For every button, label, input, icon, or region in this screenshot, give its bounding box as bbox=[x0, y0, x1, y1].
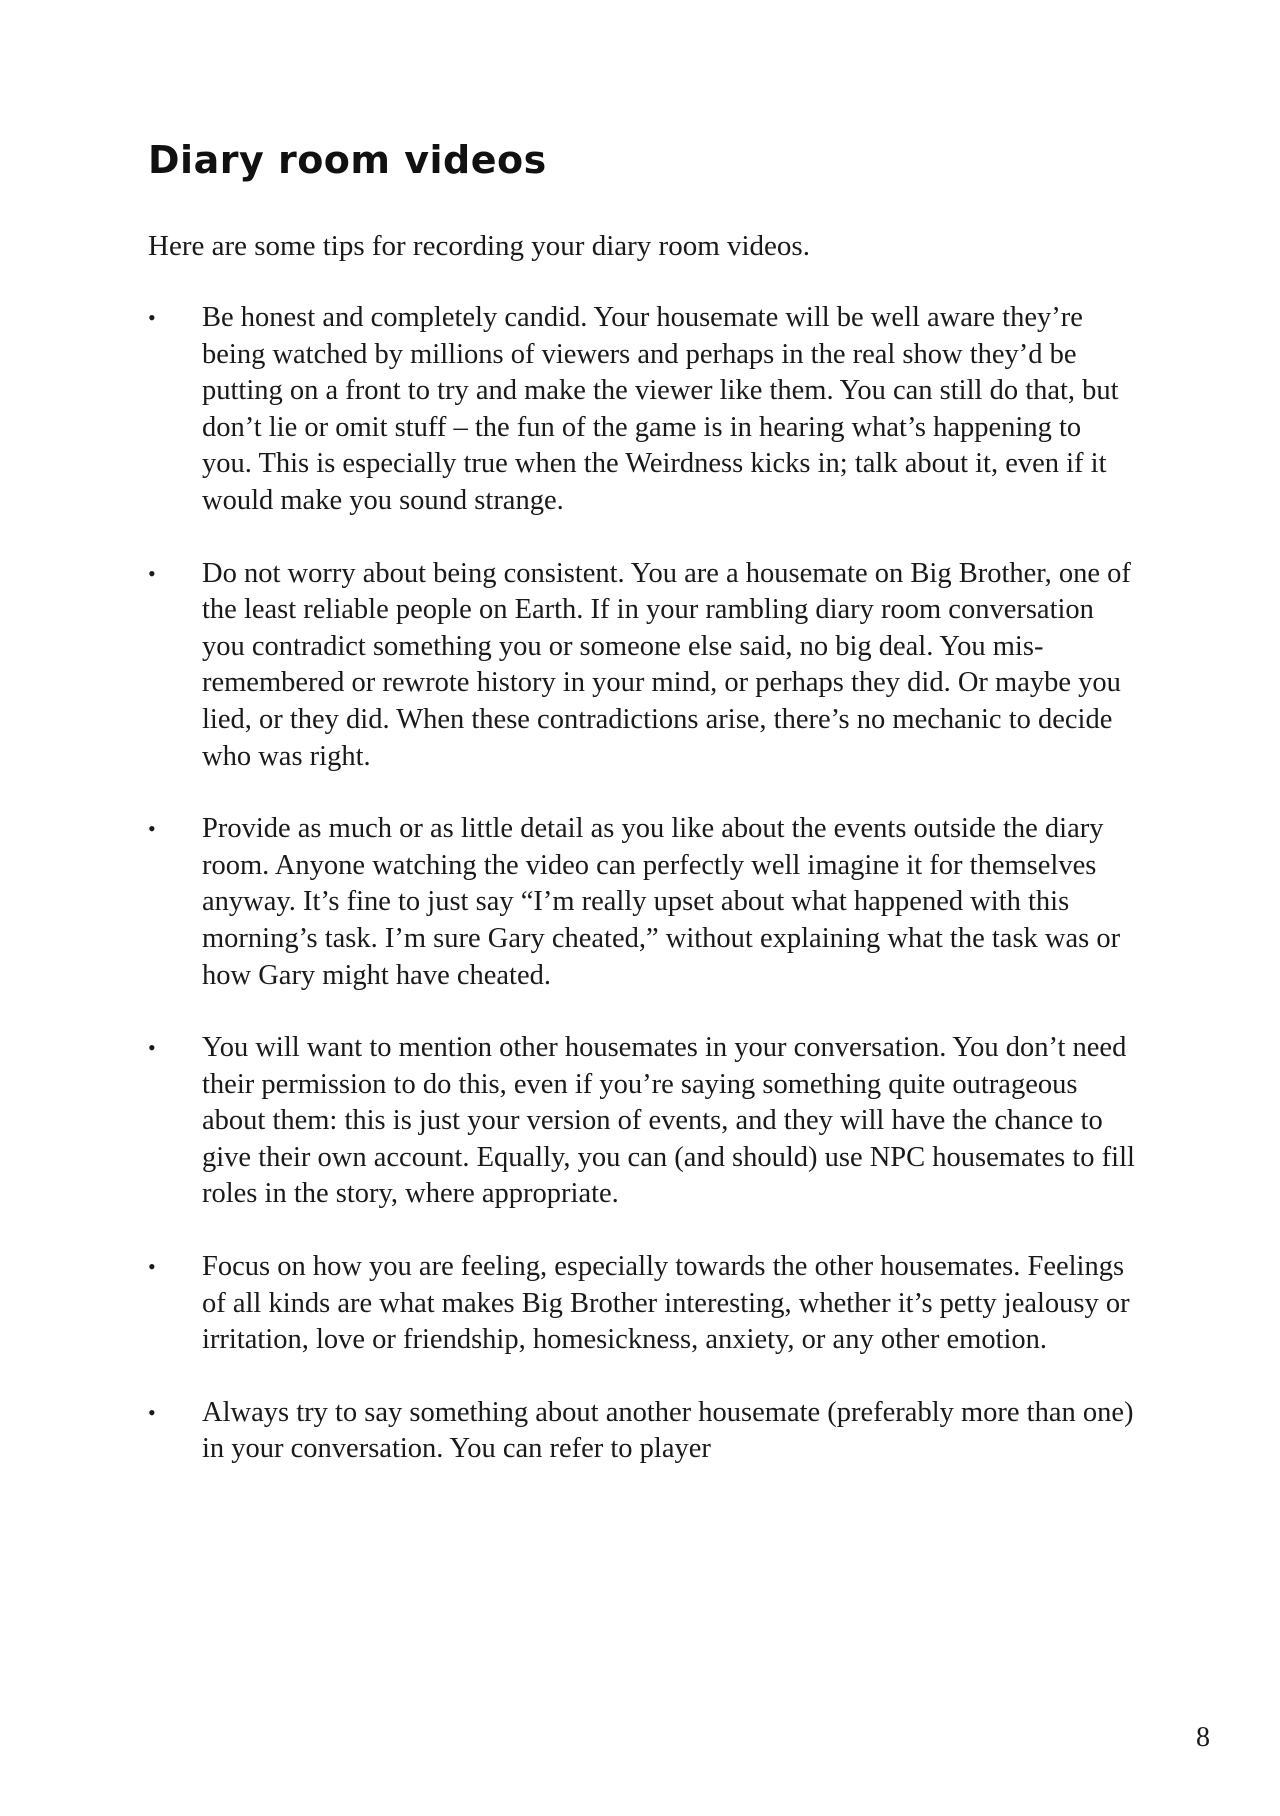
list-item bbox=[148, 811, 1138, 994]
list-item bbox=[148, 1030, 1138, 1213]
list-item bbox=[148, 300, 1138, 520]
tip-text: You will want to mention other housemates in your conversation. You don’t need their permission to do this, even if you’re saying something quite outrageous about them: this is just your version of events, and they will have the chance to give their own account. Equally, you can (and should) use NPC housemates to fill roles in the story, where appropriate. bbox=[202, 1032, 1135, 1210]
tip-text: Be honest and completely candid. Your housemate will be well aware they’re being watched by millions of viewers and perhaps in the real show they’d be putting on a front to try and make the viewer like them. You can still do that, but don’t lie or omit stuff – the fun of the game is in hearing what’s happening to you. This is especially true when the Weirdness kicks in; talk about it, even if it would make you sound strange. bbox=[202, 302, 1119, 516]
list-item bbox=[148, 556, 1138, 776]
section-heading: Diary room videos bbox=[148, 138, 547, 182]
bullet-icon: • bbox=[148, 560, 156, 586]
bullet-icon: • bbox=[148, 305, 156, 330]
list-item bbox=[148, 1249, 1138, 1359]
bullet-icon: • bbox=[148, 1035, 156, 1061]
tips-list bbox=[148, 300, 1138, 1504]
page-number: 8 bbox=[1196, 1722, 1210, 1753]
bullet-icon: • bbox=[148, 1254, 156, 1280]
list-item bbox=[148, 1395, 1138, 1468]
tip-text: Always try to say something about another housemate (preferably more than one) in your conversation. You can refer to player bbox=[202, 1396, 1134, 1465]
tip-text: Provide as much or as little detail as you like about the events outside the diary room. Anyone watching the video can perfectly well imagine it for themselves anyway. It’s fine to just say “I’m really upset about what happened with this morning’s task. I’m sure Gary cheated,” without explaining what the task was or how Gary might have cheated. bbox=[202, 813, 1121, 991]
intro-paragraph: Here are some tips for recording your diary room videos. bbox=[148, 230, 810, 262]
tip-text: Do not worry about being consistent. You are a housemate on Big Brother, one of the least reliable people on Earth. If in your rambling diary room conversation you contradict something you or someone else said, no big deal. You mis-remembered or rewrote history in your mind, or perhaps they did. Or maybe you lied, or they did. When these contradictions arise, there’s no mechanic to decide who was right. bbox=[202, 557, 1131, 772]
bullet-icon: • bbox=[148, 1399, 156, 1425]
tip-text: Focus on how you are feeling, especially towards the other housemates. Feelings of all kinds are what makes Big Brother interesting, whether it’s petty jealousy or irritation, love or friendship, homesickness, anxiety, or any other emotion. bbox=[202, 1251, 1130, 1356]
bullet-icon: • bbox=[148, 816, 156, 842]
